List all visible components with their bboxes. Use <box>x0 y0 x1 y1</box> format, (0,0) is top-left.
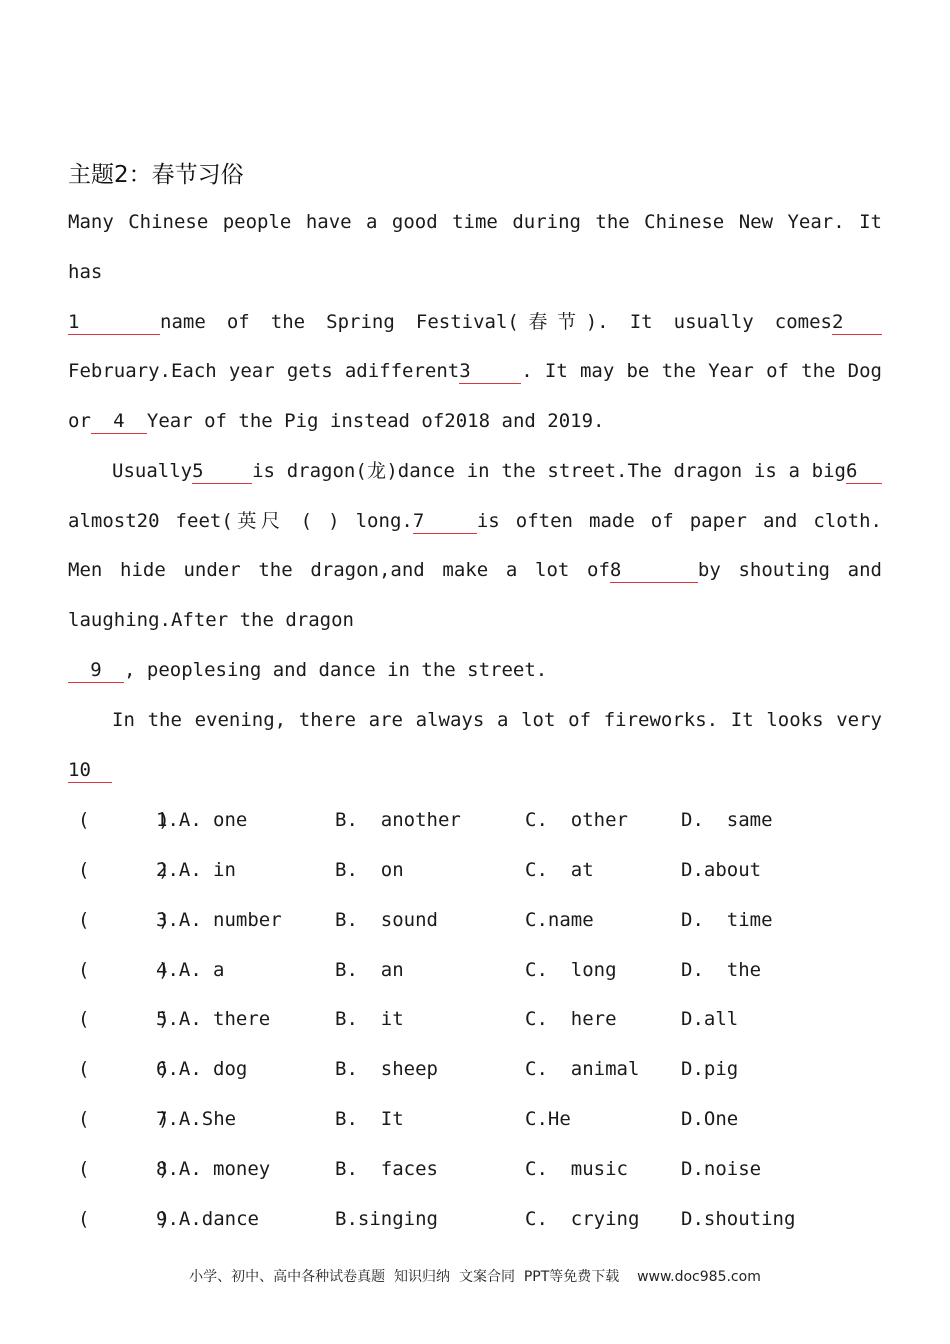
passage-line-11: In the evening, there are always a lot of fireworks. It looks very <box>112 709 882 731</box>
answer-paren[interactable]: ( ) <box>78 1108 170 1130</box>
option-d: D.all <box>681 1008 739 1030</box>
answer-paren[interactable]: ( ) <box>78 1158 170 1180</box>
question-number: 3.A. <box>156 909 202 931</box>
question-number: 9.A.dance <box>156 1208 259 1230</box>
question-number: 7.A.She <box>156 1108 237 1130</box>
option-d: D. same <box>681 809 773 831</box>
blank-6[interactable]: 6 <box>846 459 882 484</box>
option-a: dog <box>213 1058 248 1080</box>
option-c: C. at <box>525 859 594 881</box>
option-a: money <box>213 1158 271 1180</box>
blank-8[interactable]: 8 <box>610 558 698 583</box>
passage-line-8: Men hide under the dragon,and make a lot of8 by shouting and <box>68 559 882 581</box>
passage-line-1: Many Chinese people have a good time during the Chinese New Year. It <box>68 211 882 233</box>
answer-paren[interactable]: ( ) <box>78 1208 170 1230</box>
blank-9[interactable]: 9 <box>68 658 124 683</box>
option-d: D.One <box>681 1108 739 1130</box>
option-c: C. here <box>525 1008 617 1030</box>
blank-10[interactable]: 10 <box>68 758 112 783</box>
option-d: D.noise <box>681 1158 762 1180</box>
passage-line-3: 1 name of the Spring Festival(春节). It usually comes2 <box>68 308 882 336</box>
passage-line-12 <box>68 756 882 784</box>
answer-paren[interactable]: ( ) <box>78 1008 170 1030</box>
option-d: D. the <box>681 959 762 981</box>
option-d: D.pig <box>681 1058 739 1080</box>
passage-line-9: laughing.After the dragon <box>68 609 354 631</box>
option-b: B. It <box>335 1108 404 1130</box>
option-b: B. another <box>335 809 461 831</box>
passage-line-7: almost20 feet(英尺 ( ) long.7 is often made of paper and cloth. <box>68 510 882 532</box>
option-b: B. an <box>335 959 404 981</box>
question-number: 1.A. <box>156 809 202 831</box>
page-footer: 小学、初中、高中各种试卷真题 知识归纳 文案合同 PPT等免费下载 www.doc985.com <box>189 1269 761 1285</box>
question-number: 5.A. <box>156 1008 202 1030</box>
question-number: 4.A. <box>156 959 202 981</box>
option-a: there <box>213 1008 271 1030</box>
option-a: a <box>213 959 225 981</box>
option-d: D. time <box>681 909 773 931</box>
answer-paren[interactable]: ( ) <box>78 959 170 981</box>
passage-line-6: Usually5 is dragon(龙)dance in the street.The dragon is a big6 <box>68 457 882 485</box>
question-number: 8.A. <box>156 1158 202 1180</box>
option-b: B. sound <box>335 909 438 931</box>
passage-line-4: February.Each year gets adifferent3 . It may be the Year of the Dog <box>68 360 882 382</box>
option-b: B. sheep <box>335 1058 438 1080</box>
answer-paren[interactable]: ( ) <box>78 809 170 831</box>
option-c: C. other <box>525 809 628 831</box>
option-d: D.shouting <box>681 1208 796 1230</box>
option-a: number <box>213 909 282 931</box>
question-number: 6.A. <box>156 1058 202 1080</box>
option-a: in <box>213 859 236 881</box>
option-b: B. it <box>335 1008 404 1030</box>
blank-5[interactable]: 5 <box>192 459 252 484</box>
option-c: C. animal <box>525 1058 640 1080</box>
question-number: 2.A. <box>156 859 202 881</box>
blank-7[interactable]: 7 <box>413 509 477 534</box>
option-c: C.He <box>525 1108 571 1130</box>
option-a: one <box>213 809 248 831</box>
option-b: B. faces <box>335 1158 438 1180</box>
option-c: C.name <box>525 909 594 931</box>
option-c: C. long <box>525 959 617 981</box>
answer-paren[interactable]: ( ) <box>78 1058 170 1080</box>
answer-paren[interactable]: ( ) <box>78 909 170 931</box>
blank-4[interactable]: 4 <box>91 409 147 434</box>
blank-2[interactable]: 2 <box>832 310 882 335</box>
option-c: C. crying <box>525 1208 640 1230</box>
page-title: 主题2：春节习俗 <box>68 162 244 188</box>
option-c: C. music <box>525 1158 628 1180</box>
passage-line-5: or 4 Year of the Pig instead of2018 and 2019. <box>68 410 605 432</box>
passage-line-2: has <box>68 261 103 283</box>
blank-3[interactable]: 3 <box>459 359 521 384</box>
answer-paren[interactable]: ( ) <box>78 859 170 881</box>
option-b: B. on <box>335 859 404 881</box>
option-d: D.about <box>681 859 762 881</box>
blank-1[interactable]: 1 <box>68 310 160 335</box>
passage-line-10: 9 , peoplesing and dance in the street. <box>68 656 882 684</box>
option-b: B.singing <box>335 1208 438 1230</box>
